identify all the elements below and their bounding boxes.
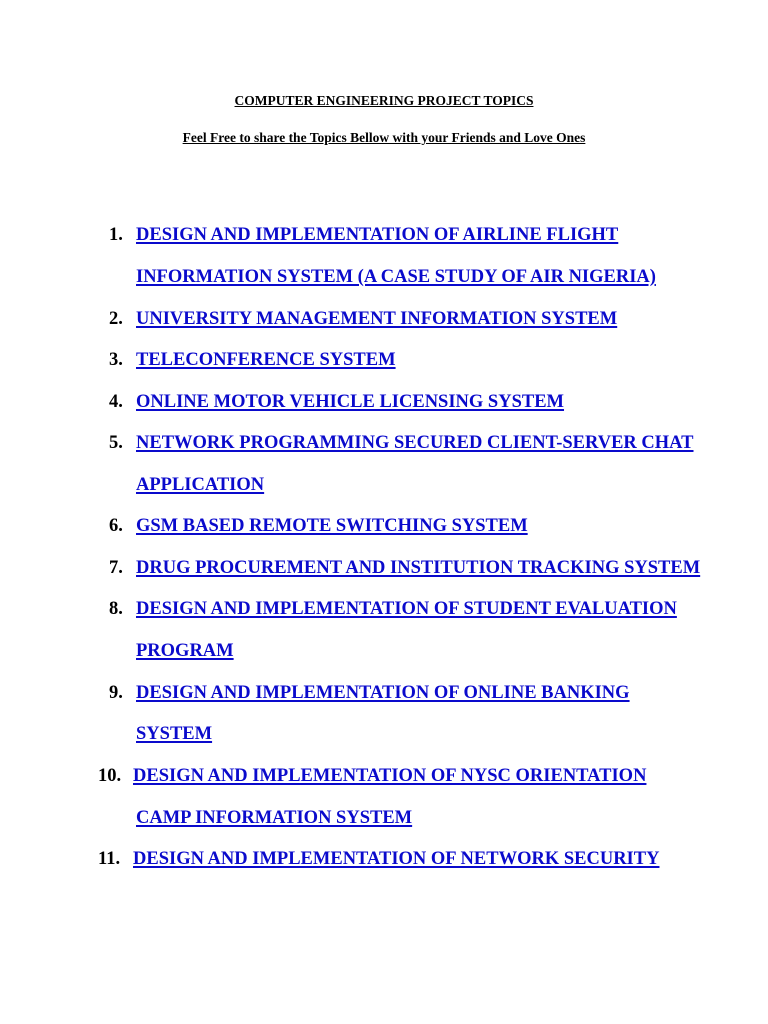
topic-number: 3. (109, 350, 123, 370)
topic-link[interactable]: ONLINE MOTOR VEHICLE LICENSING SYSTEM (136, 392, 565, 412)
topic-number: 7. (109, 558, 123, 578)
topic-number: 11. (98, 849, 121, 869)
topic-link[interactable]: APPLICATION (136, 475, 265, 495)
topic-link[interactable]: DESIGN AND IMPLEMENTATION OF AIRLINE FLIGHT (136, 225, 619, 245)
topic-link[interactable]: CAMP INFORMATION SYSTEM (136, 808, 413, 828)
topic-number: 1. (109, 225, 123, 245)
topic-link[interactable]: DESIGN AND IMPLEMENTATION OF NYSC ORIENTATION (133, 766, 647, 786)
topic-link[interactable]: DESIGN AND IMPLEMENTATION OF ONLINE BANKING (136, 683, 630, 703)
topic-number: 8. (109, 599, 123, 619)
topic-link[interactable]: TELECONFERENCE SYSTEM (136, 350, 396, 370)
topic-number: 5. (109, 433, 123, 453)
topic-link[interactable]: DESIGN AND IMPLEMENTATION OF NETWORK SECURITY (133, 849, 660, 869)
document-title: COMPUTER ENGINEERING PROJECT TOPICS (234, 93, 534, 108)
topic-link[interactable]: SYSTEM (136, 724, 213, 744)
topic-link[interactable]: INFORMATION SYSTEM (A CASE STUDY OF AIR NIGERIA) (136, 267, 656, 287)
document-subtitle: Feel Free to share the Topics Bellow with your Friends and Love Ones (182, 130, 586, 145)
topic-number: 10. (98, 766, 122, 786)
topic-link[interactable]: NETWORK PROGRAMMING SECURED CLIENT-SERVER CHAT (136, 433, 694, 453)
topic-link[interactable]: DRUG PROCUREMENT AND INSTITUTION TRACKING SYSTEM (136, 558, 701, 578)
topic-number: 9. (109, 683, 123, 703)
topic-link[interactable]: DESIGN AND IMPLEMENTATION OF STUDENT EVALUATION (136, 599, 677, 619)
topic-number: 4. (109, 392, 123, 412)
topic-link[interactable]: UNIVERSITY MANAGEMENT INFORMATION SYSTEM (136, 309, 618, 329)
topic-link[interactable]: PROGRAM (136, 641, 234, 661)
topic-number: 6. (109, 516, 123, 536)
topic-number: 2. (109, 309, 123, 329)
topic-link[interactable]: GSM BASED REMOTE SWITCHING SYSTEM (136, 516, 528, 536)
